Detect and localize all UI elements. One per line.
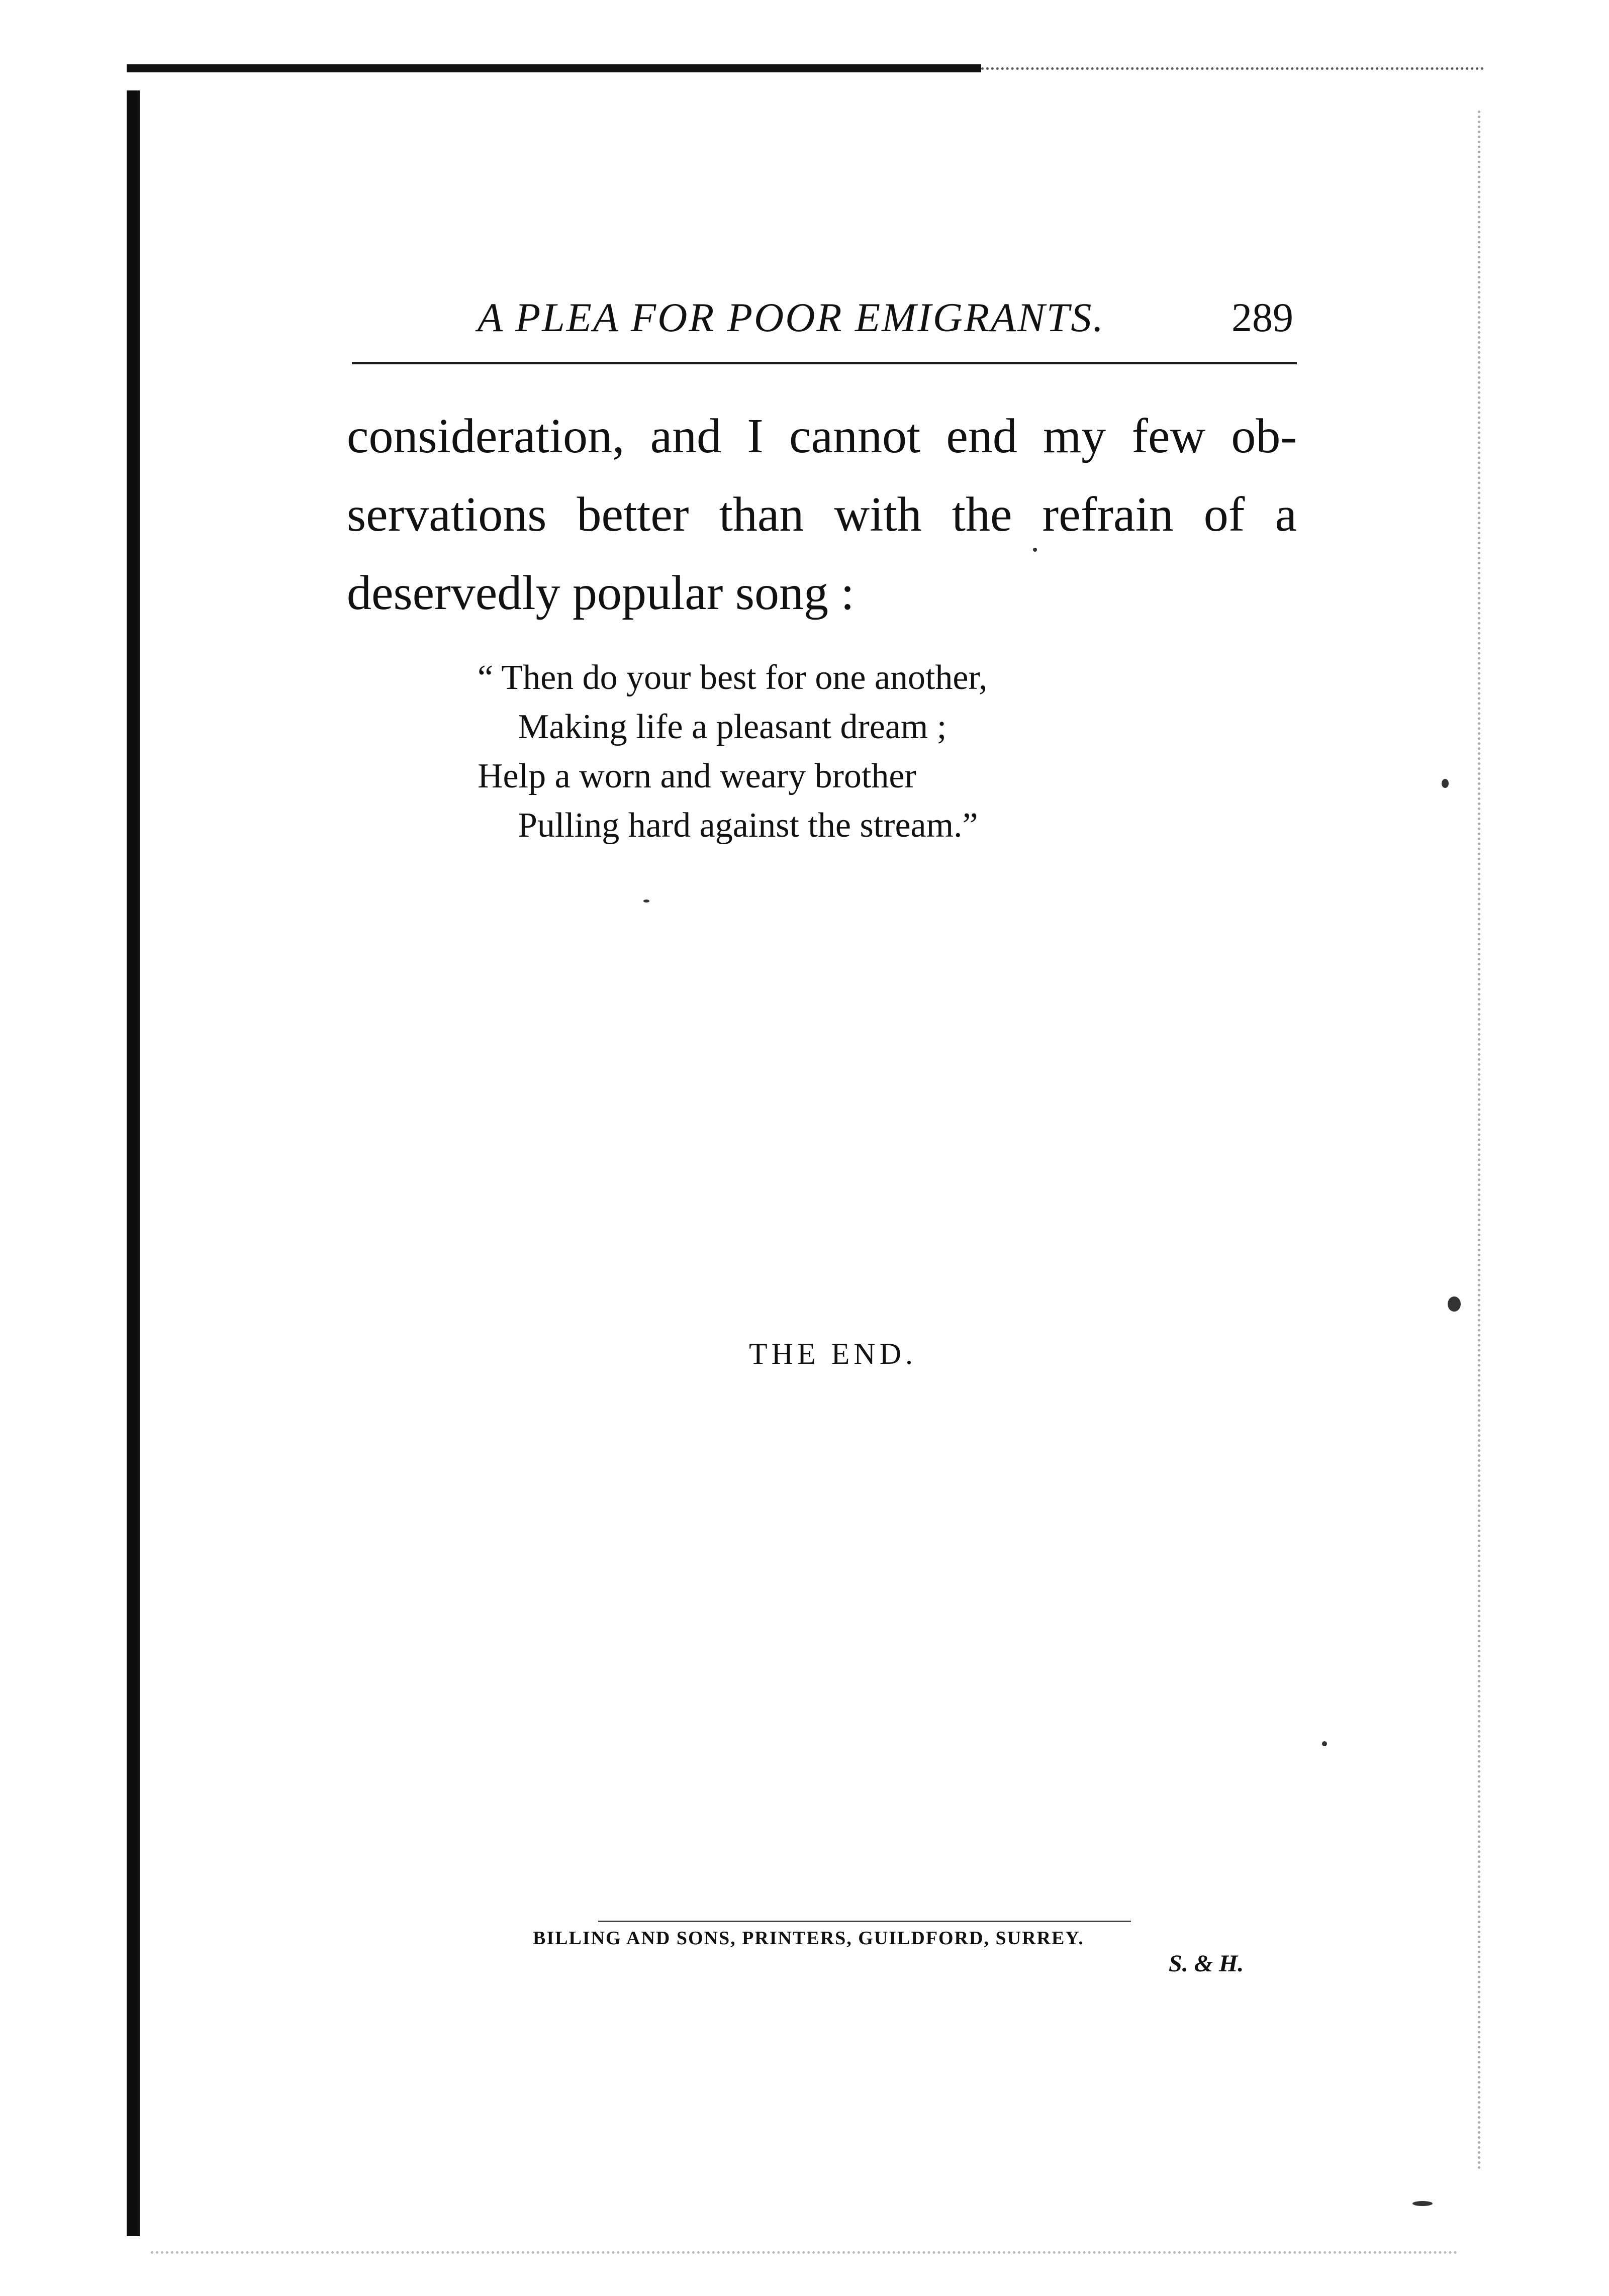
- bottom-page-edge: [151, 2251, 1458, 2254]
- binding-spine-line: [127, 90, 140, 2236]
- ink-speck: [1448, 1296, 1461, 1312]
- verse-line: Making life a pleasant dream ;: [518, 708, 947, 746]
- verse-line: Help a worn and weary brother: [478, 757, 916, 795]
- top-page-border: [127, 64, 981, 72]
- printer-mark: S. & H.: [1169, 1950, 1244, 1977]
- verse-line: Pulling hard against the stream.”: [518, 806, 978, 845]
- ink-speck: [1442, 779, 1449, 788]
- ink-speck: [643, 900, 649, 903]
- printer-imprint: BILLING AND SONS, PRINTERS, GUILDFORD, SURREY.: [533, 1928, 1084, 1949]
- ink-speck: [1322, 1741, 1327, 1746]
- body-line: consideration, and I cannot end my few ob-: [347, 409, 1297, 463]
- verse-line: “ Then do your best for one another,: [478, 658, 988, 697]
- body-paragraph: [347, 397, 1297, 632]
- body-line: servations better than with the refrain of a: [347, 487, 1297, 542]
- the-end-heading: THE END.: [749, 1337, 917, 1370]
- top-border-fade: [981, 67, 1484, 70]
- verse-block: [478, 653, 988, 850]
- running-title: A PLEA FOR POOR EMIGRANTS.: [478, 294, 1105, 340]
- page-number: 289: [1232, 294, 1293, 340]
- right-page-edge: [1478, 111, 1480, 2171]
- imprint-rule: [598, 1921, 1131, 1922]
- ink-speck: [1033, 548, 1037, 552]
- ink-speck: [1412, 2201, 1433, 2206]
- header-rule: [352, 362, 1297, 364]
- body-line: deservedly popular song :: [347, 566, 855, 620]
